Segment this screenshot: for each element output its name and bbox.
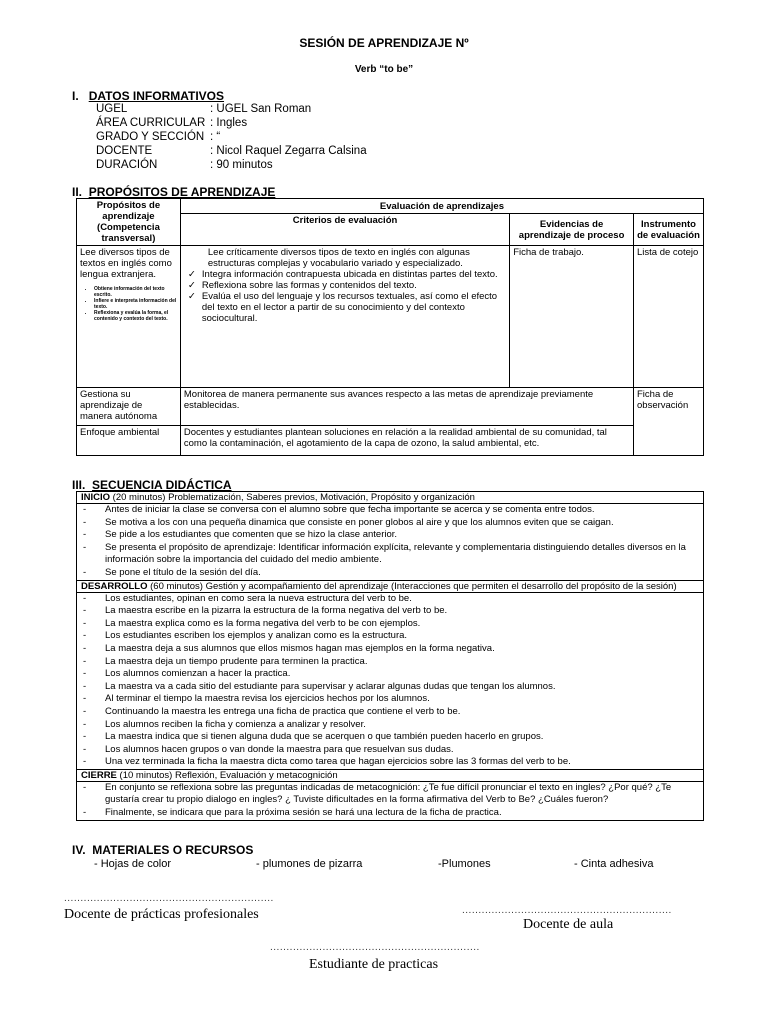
info-row-grado: GRADO Y SECCIÓN : “: [96, 131, 221, 143]
list-item: - En conjunto se reflexiona sobre las preguntas indicadas de metacognición: ¿Te fue difícil pronunciar el texto en ingles? ¿Por qué? ¿Te gustaría crear tu propio dialogo en ingles? ¿ Tuviste dificultades en la forma afirmativa del Verb to Be? ¿Cuáles fueron?: [81, 782, 699, 807]
info-row-area: ÁREA CURRICULAR : Ingles: [96, 117, 248, 129]
cell-competencia-1: Lee diversos tipos de textos en inglés como lengua extranjera. • Obtiene información del texto escrito. • Infiere e interpreta información del texto. • Reflexiona y evalúa la forma, el contenido y contexto del texto.: [77, 246, 181, 388]
list-item: - La maestra escribe en la pizarra la estructura de la forma negativa del verb to be.: [81, 605, 699, 618]
material-plumones: -Plumones: [438, 858, 491, 870]
material-plumones-pizarra: - plumones de pizarra: [256, 858, 363, 870]
sequence-table: [76, 491, 704, 821]
list-item: - La maestra indica que si tienen alguna duda que se acerquen o que también pueden hacerlo en grupos.: [81, 731, 699, 744]
list-item: - Al terminar el tiempo la maestra revisa los ejercicios hechos por los alumnos.: [81, 693, 699, 706]
header-instrumento: Instrumento de evaluación: [634, 214, 704, 246]
phase-cierre-header: CIERRE (10 minutos) Reflexión, Evaluación y metacognición: [77, 769, 704, 781]
list-item: - Los alumnos hacen grupos o van donde la maestra para que resuelvan sus dudas.: [81, 744, 699, 757]
cell-competencia-3: Enfoque ambiental: [77, 426, 181, 456]
section-1-heading: I. DATOS INFORMATIVOS: [72, 89, 225, 103]
cell-criterio-2: Monitorea de manera permanente sus avances respecto a las metas de aprendizaje previamente establecidas.: [180, 388, 633, 426]
phase-desarrollo-header: DESARROLLO (60 minutos) Gestión y acompañamiento del aprendizaje (Interacciones que permiten el desarrollo del propósito de la sesión): [77, 580, 704, 592]
document-title: SESIÓN DE APRENDIZAJE Nº: [299, 36, 469, 50]
phase-inicio-header: INICIO (20 minutos) Problematización, Saberes previos, Motivación, Propósito y organización: [77, 492, 704, 504]
list-item: - La maestra deja un tiempo prudente para terminen la practica.: [81, 656, 699, 669]
list-item: - Se pone el título de la sesión del día.: [81, 567, 699, 580]
list-item: - La maestra va a cada sitio del estudiante para supervisar y aclarar algunas dudas que tengan los alumnos.: [81, 681, 699, 694]
list-item: - Los alumnos reciben la ficha y comienza a analizar y resolver.: [81, 719, 699, 732]
header-evidencias: Evidencias de aprendizaje de proceso: [510, 214, 634, 246]
document-subtitle: Verb “to be”: [354, 64, 414, 75]
signature-docente-practicas: Docente de prácticas profesionales: [64, 907, 259, 922]
list-item: - Los alumnos comienzan a hacer la practica.: [81, 668, 699, 681]
signature-estudiante: Estudiante de practicas: [309, 957, 439, 972]
list-item: - Finalmente, se indicara que para la próxima sesión se hará una lectura de la ficha de practica.: [81, 807, 699, 820]
list-item: - Se presenta el propósito de aprendizaje: Identificar información explícita, relevante y complementaria distinguiendo detalles diversos en la información sobre la importancia del cuidado del medio ambiente.: [81, 542, 699, 567]
list-item: - Se motiva a los con una pequeña dinamica que consiste en poner globos al aire y que los alumnos eviten que se caigan.: [81, 517, 699, 530]
cell-instrumento-2: Ficha de observación: [634, 388, 704, 456]
purposes-table: [76, 198, 704, 456]
list-item: - La maestra explica como es la forma negativa del verb to be con ejemplos.: [81, 618, 699, 631]
info-row-docente: DOCENTE : Nicol Raquel Zegarra Calsina: [96, 145, 367, 157]
phase-cierre-steps: [77, 781, 704, 820]
info-row-ugel: UGEL : UGEL San Roman: [96, 103, 312, 115]
cell-evidencia-1: Ficha de trabajo.: [510, 246, 634, 388]
list-item: - Se pide a los estudiantes que comenten que se hizo la clase anterior.: [81, 529, 699, 542]
list-item: - Los estudiantes, opinan en como sera la nueva estructura del verb to be.: [81, 593, 699, 606]
cell-instrumento-1: Lista de cotejo: [634, 246, 704, 388]
list-item: - Continuando la maestra les entrega una ficha de practica que contiene el verb to be.: [81, 706, 699, 719]
section-3-heading: III. SECUENCIA DIDÁCTICA: [72, 478, 232, 492]
phase-desarrollo-steps: [77, 592, 704, 769]
cell-criterio-3: Docentes y estudiantes plantean soluciones en relación a la realidad ambiental de su comunidad, tal como la contaminación, el agotamiento de la capa de ozono, la salud ambiental, etc.: [180, 426, 633, 456]
signature-line-estudiante: ................................................................: [270, 942, 480, 953]
cell-criterios-1: Lee críticamente diversos tipos de texto en inglés con algunas estructuras complejas y vocabulario variado y especializado. ✓ Integra información contrapuesta ubicada en distintas partes del texto. ✓ Reflexiona sobre las formas y contenidos del texto. ✓ Evalúa el uso del lenguaje y los recursos textuales, así como el efecto del texto en el lector a partir de su conocimiento y del contexto sociocultural.: [180, 246, 509, 388]
list-item: - Antes de iniciar la clase se conversa con el alumno sobre que fecha importante se acerca y se comenta entre todos.: [81, 504, 699, 517]
signature-line-practicas: ................................................................: [64, 893, 274, 904]
list-item: - Los estudiantes escriben los ejemplos y analizan como es la estructura.: [81, 630, 699, 643]
material-cinta: - Cinta adhesiva: [574, 858, 654, 870]
capacidades-list: • Obtiene información del texto escrito. • Infiere e interpreta información del texto. • Reflexiona y evalúa la forma, el contenido y contexto del texto.: [80, 286, 177, 322]
signature-line-aula: ................................................................: [462, 905, 672, 916]
signature-docente-aula: Docente de aula: [523, 917, 614, 932]
header-criterios: Criterios de evaluación: [180, 214, 509, 246]
cell-competencia-2: Gestiona su aprendizaje de manera autónoma: [77, 388, 181, 426]
section-2-heading: II. PROPÓSITOS DE APRENDIZAJE: [72, 185, 276, 199]
info-row-duracion: DURACIÓN : 90 minutos: [96, 159, 273, 171]
header-evaluacion: Evaluación de aprendizajes: [180, 199, 703, 214]
header-propositos: Propósitos de aprendizaje (Competencia transversal): [77, 199, 181, 246]
material-hojas: - Hojas de color: [94, 858, 172, 870]
phase-inicio-steps: [77, 504, 704, 581]
list-item: - Una vez terminada la ficha la maestra dicta como tarea que hagan ejercicios sobre las 3 formas del verb to be.: [81, 756, 699, 769]
list-item: - La maestra deja a sus alumnos que ellos mismos hagan mas ejemplos en la forma negativa.: [81, 643, 699, 656]
section-4-heading: IV. MATERIALES O RECURSOS: [72, 843, 254, 857]
